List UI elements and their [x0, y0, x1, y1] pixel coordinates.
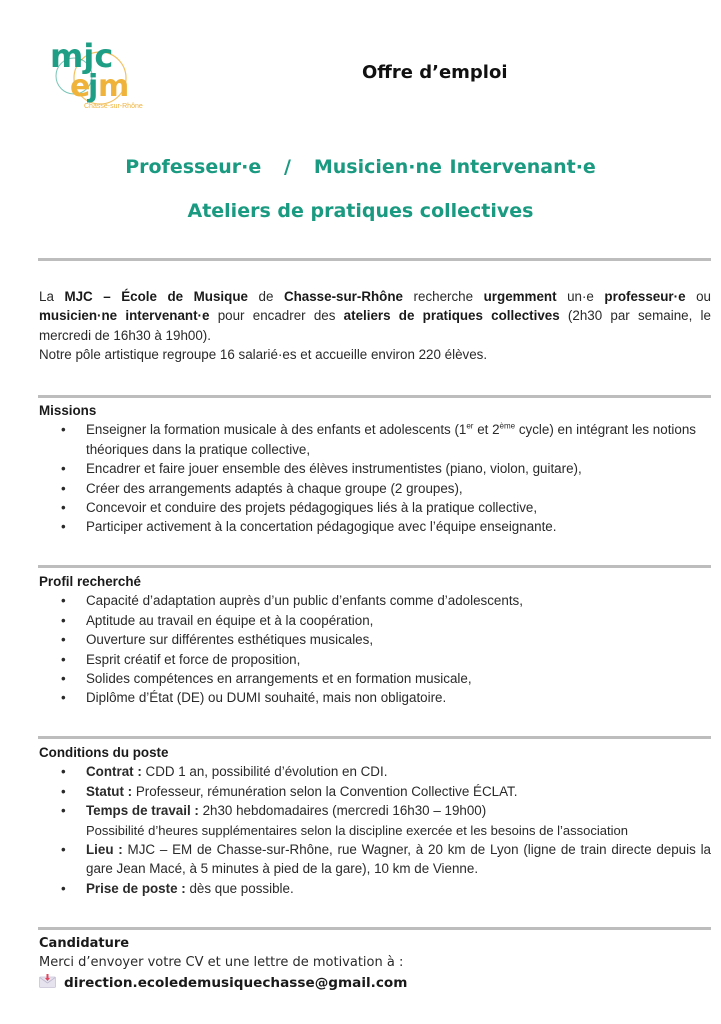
list-item: • Lieu : MJC – EM de Chasse-sur-Rhône, rue Wagner, à 20 km de Lyon (ligne de train directe depuis la gare Jean Macé, à 5 minutes à pied de la gare), 10 km de Vienne. — [61, 842, 711, 877]
mjc-logo — [48, 34, 158, 114]
conditions-section — [39, 743, 711, 898]
divider — [38, 395, 711, 398]
intro-segment: pour encadrer des — [209, 308, 344, 324]
list-item: • Enseigner la formation musicale à des enfants et adolescents (1er et 2ème cycle) en intégrant les notions théoriques dans la pratique collective, — [61, 421, 696, 457]
bullet-icon: • — [61, 880, 66, 896]
intro-paragraph-2: Notre pôle artistique regroupe 16 salarié·es et accueille environ 220 élèves. — [39, 347, 488, 363]
bullet-icon: • — [61, 671, 66, 687]
logo-mjc-text: mjc — [50, 37, 114, 75]
application-section — [39, 934, 711, 993]
bullet-icon: • — [61, 519, 66, 535]
intro-segment: MJC – École de Musique — [64, 289, 248, 304]
list-item: • Temps de travail : 2h30 hebdomadaires (mercredi 16h30 – 19h00) Possibilité d’heures supplémentaires selon la discipline exercée et les besoins de l’association — [61, 803, 628, 838]
list-item: • Diplôme d’État (DE) ou DUMI souhaité, mais non obligatoire. — [86, 688, 711, 707]
profile-list — [39, 591, 711, 707]
mjc-logo-graphic — [48, 34, 158, 114]
intro-segment: de — [247, 289, 284, 304]
list-item: • Statut : Professeur, rémunération selon la Convention Collective ÉCLAT. — [86, 782, 711, 801]
svg-text:j: j — [88, 69, 99, 104]
missions-title: Missions — [39, 403, 97, 418]
logo-subtitle: Chasse-sur-Rhône — [84, 103, 143, 110]
bullet-icon: • — [61, 690, 66, 706]
missions-section — [39, 401, 711, 537]
divider — [38, 927, 711, 930]
divider — [38, 258, 711, 261]
intro-segment: Chasse-sur-Rhône — [283, 289, 403, 304]
divider — [38, 565, 711, 568]
list-item: • Participer activement à la concertation pédagogique avec l’équipe enseignante. — [86, 517, 711, 536]
bullet-icon: • — [61, 480, 66, 496]
conditions-title: Conditions du poste — [39, 745, 169, 760]
intro-segment: un·e — [556, 289, 605, 304]
intro-segment: ateliers de pratiques collectives — [343, 308, 560, 324]
list-item: • Prise de poste : dès que possible. — [86, 879, 711, 898]
list-item: • Contrat : CDD 1 an, possibilité d’évolution en CDI. — [86, 762, 711, 781]
intro-paragraph — [39, 287, 711, 345]
bullet-icon: • — [61, 593, 66, 609]
list-item: • Solides compétences en arrangements et en formation musicale, — [86, 669, 711, 688]
intro-segment: urgemment — [483, 289, 557, 304]
job-title: Professeur·e / Musicien·ne Intervenant·e — [125, 156, 596, 178]
bullet-icon: • — [61, 803, 66, 819]
missions-list — [39, 420, 711, 536]
bullet-icon: • — [61, 651, 66, 667]
application-title: Candidature — [39, 936, 130, 951]
list-item: • Capacité d’adaptation auprès d’un public d’enfants comme d’adolescents, — [86, 591, 711, 610]
document-title: Offre d’emploi — [362, 62, 508, 83]
list-item: • Encadrer et faire jouer ensemble des élèves instrumentistes (piano, violon, guitare), — [86, 459, 711, 478]
email-link[interactable]: direction.ecoledemusiquechasse@gmail.com — [64, 974, 408, 991]
profile-section — [39, 572, 711, 708]
bullet-icon: • — [61, 500, 66, 516]
intro-segment: ou — [685, 289, 711, 304]
conditions-list — [39, 762, 711, 898]
bullet-icon: • — [61, 461, 66, 477]
bullet-icon: • — [61, 632, 66, 648]
envelope-icon — [39, 974, 56, 993]
svg-text:m: m — [98, 69, 130, 104]
list-item: • Concevoir et conduire des projets pédagogiques liés à la pratique collective, — [86, 498, 711, 517]
logo-em-text: e — [70, 69, 91, 104]
profile-title: Profil recherché — [39, 574, 141, 589]
list-item: • Esprit créatif et force de proposition, — [86, 650, 711, 669]
divider — [38, 736, 711, 739]
list-item: • Ouverture sur différentes esthétiques musicales, — [86, 630, 711, 649]
intro-segment: La — [39, 289, 65, 304]
bullet-icon: • — [61, 612, 66, 628]
intro-segment: (2h30 par semaine, le mercredi de 16h30 à 19h00). — [39, 308, 711, 343]
intro-segment: musicien·ne intervenant·e — [39, 308, 210, 324]
bullet-icon: • — [61, 764, 66, 780]
bullet-icon: • — [61, 842, 66, 858]
intro-segment: professeur·e — [604, 289, 686, 304]
list-item: • Aptitude au travail en équipe et à la coopération, — [86, 611, 711, 630]
bullet-icon: • — [61, 783, 66, 799]
intro-section — [39, 287, 711, 365]
bullet-icon: • — [61, 422, 66, 438]
job-subtitle: Ateliers de pratiques collectives — [187, 200, 534, 222]
email-row — [39, 974, 711, 993]
list-item: • Créer des arrangements adaptés à chaque groupe (2 groupes), — [86, 479, 711, 498]
application-text: Merci d’envoyer votre CV et une lettre de motivation à : — [39, 955, 404, 971]
intro-segment: recherche — [403, 289, 484, 304]
